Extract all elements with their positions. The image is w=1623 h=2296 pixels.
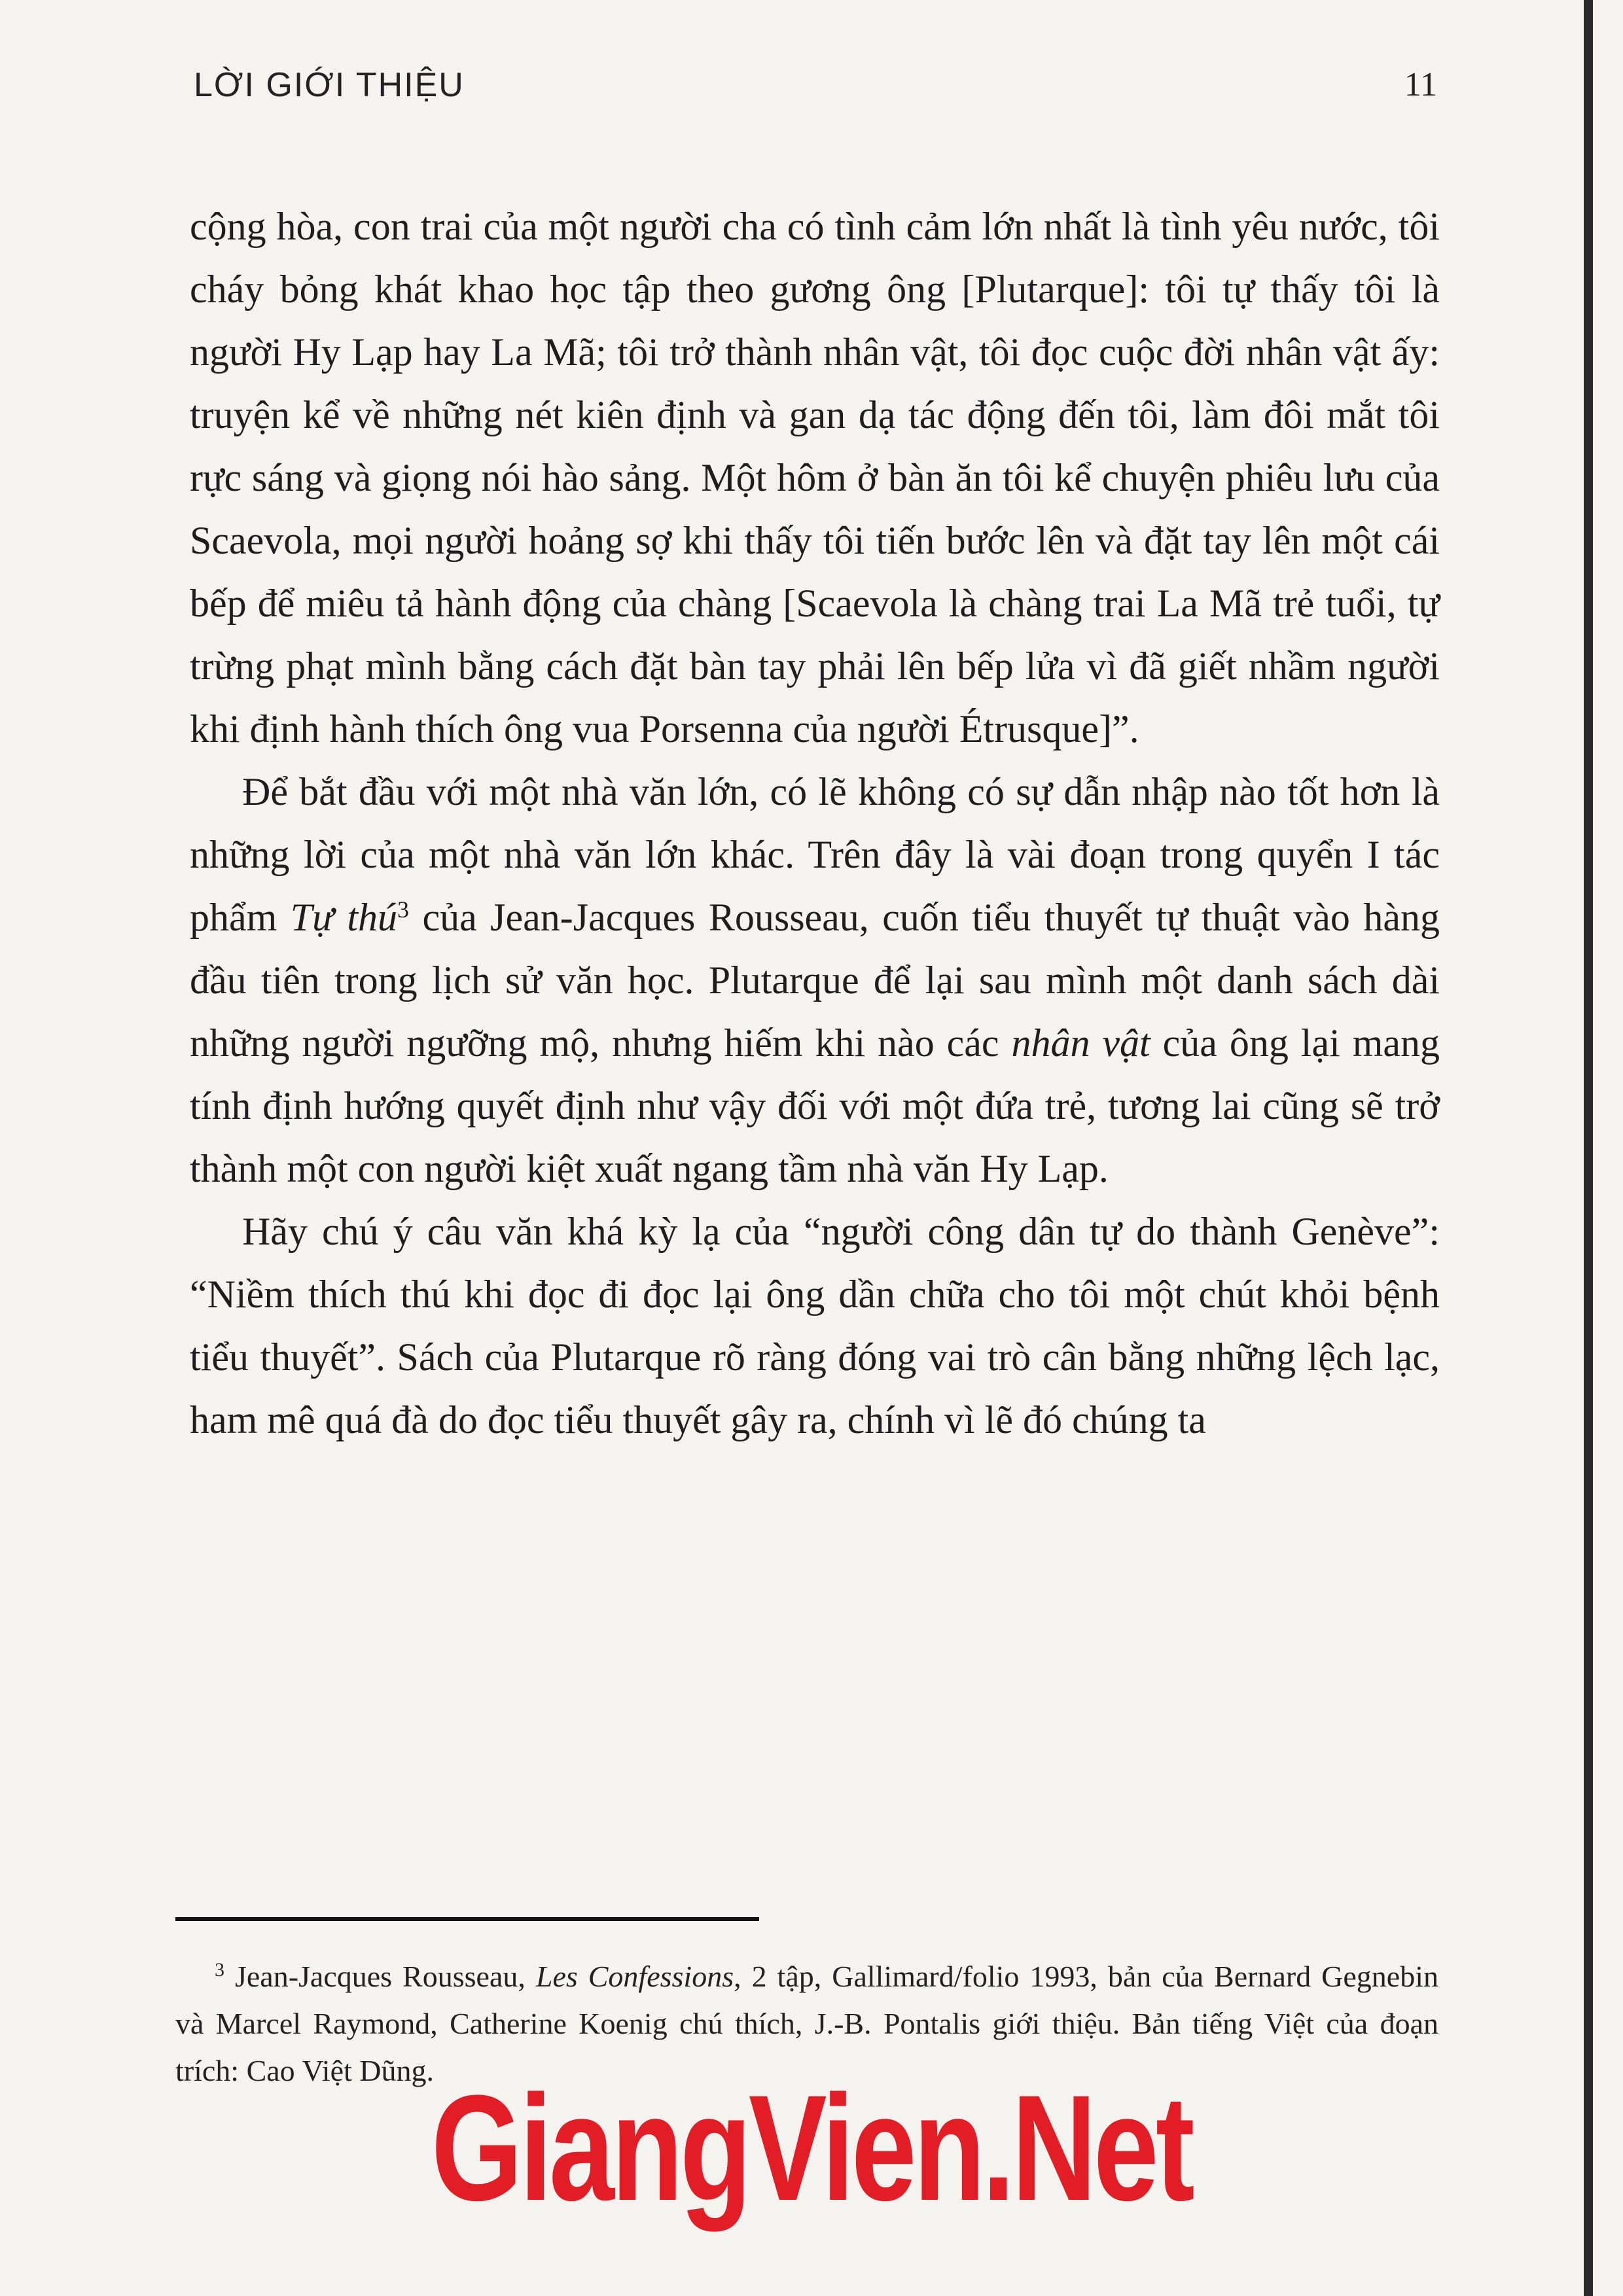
footnote-text-b: , 2 tập, Gallimard/folio 1993, bản của Bernard Gegnebin và Marcel Raymond, Catherine Koenig chú thích, J.-B. Pontalis giới thiệu. Bản tiếng Việt của đoạn trích: Cao Việt Dũng. [175,1960,1438,2087]
watermark: GiangVien.Net [431,2064,1192,2232]
paragraph-3: Hãy chú ý câu văn khá kỳ lạ của “người công dân tự do thành Genève”: “Niềm thích thú khi đọc đi đọc lại ông dần chữa cho tôi một chút khỏi bệnh tiểu thuyết”. Sách của Plutarque rõ ràng đóng vai trò cân bằng những lệch lạc, ham mê quá đà do đọc tiểu thuyết gây ra, chính vì lẽ đó chúng ta [190,1210,1440,1441]
book-title-tu-thu: Tự thú [290,896,397,939]
body-text [190,195,1440,1451]
paragraph-2-text-a: Để bắt đầu với một nhà văn lớn, có lẽ không có sự dẫn nhập nào tốt hơn là những lời của một nhà văn lớn khác. Trên đây là vài đoạn trong quyển I tác phẩm [190,770,1440,939]
page-number: 11 [1404,66,1437,103]
page-header [194,65,1437,118]
footnote-text-a: Jean-Jacques Rousseau, [224,1960,536,1993]
paragraph-2-text-c: của ông lại mang tính định hướng quyết định như vậy đối với một đứa trẻ, tương lai cũng sẽ trở thành một con người kiệt xuất ngang tầm nhà văn Hy Lạp. [190,1021,1440,1190]
running-head: LỜI GIỚI THIỆU [194,66,465,104]
footnote-reference: 3 [397,896,409,923]
footnote-marker: 3 [215,1959,224,1981]
scan-edge-shadow [1584,0,1593,2296]
footnote-book-title: Les Confessions [535,1960,734,1993]
paragraph-2 [190,760,1440,1200]
paragraph-1: cộng hòa, con trai của một người cha có tình cảm lớn nhất là tình yêu nước, tôi cháy bỏng khát khao học tập theo gương ông [Plutarque]: tôi tự thấy tôi là người Hy Lạp hay La Mã; tôi trở thành nhân vật, tôi đọc cuộc đời nhân vật ấy: truyện kể về những nét kiên định và gan dạ tác động đến tôi, làm đôi mắt tôi rực sáng và giọng nói hào sảng. Một hôm ở bàn ăn tôi kể chuyện phiêu lưu của Scaevola, mọi người hoảng sợ khi thấy tôi tiến bước lên và đặt tay lên một cái bếp để miêu tả hành động của chàng [Scaevola là chàng trai La Mã trẻ tuổi, tự trừng phạt mình bằng cách đặt bàn tay phải lên bếp lửa vì đã giết nhầm người khi định hành thích ông vua Porsenna của người Étrusque]”. [190,205,1440,751]
footnote-divider [175,1917,759,1921]
emphasis-nhan-vat: nhân vật [1011,1021,1150,1065]
paragraph-2-text-b: của Jean-Jacques Rousseau, cuốn tiểu thuyết tự thuật vào hàng đầu tiên trong lịch sử văn học. Plutarque để lại sau mình một danh sách dài những người ngưỡng mộ, nhưng hiếm khi nào các [190,896,1440,1065]
